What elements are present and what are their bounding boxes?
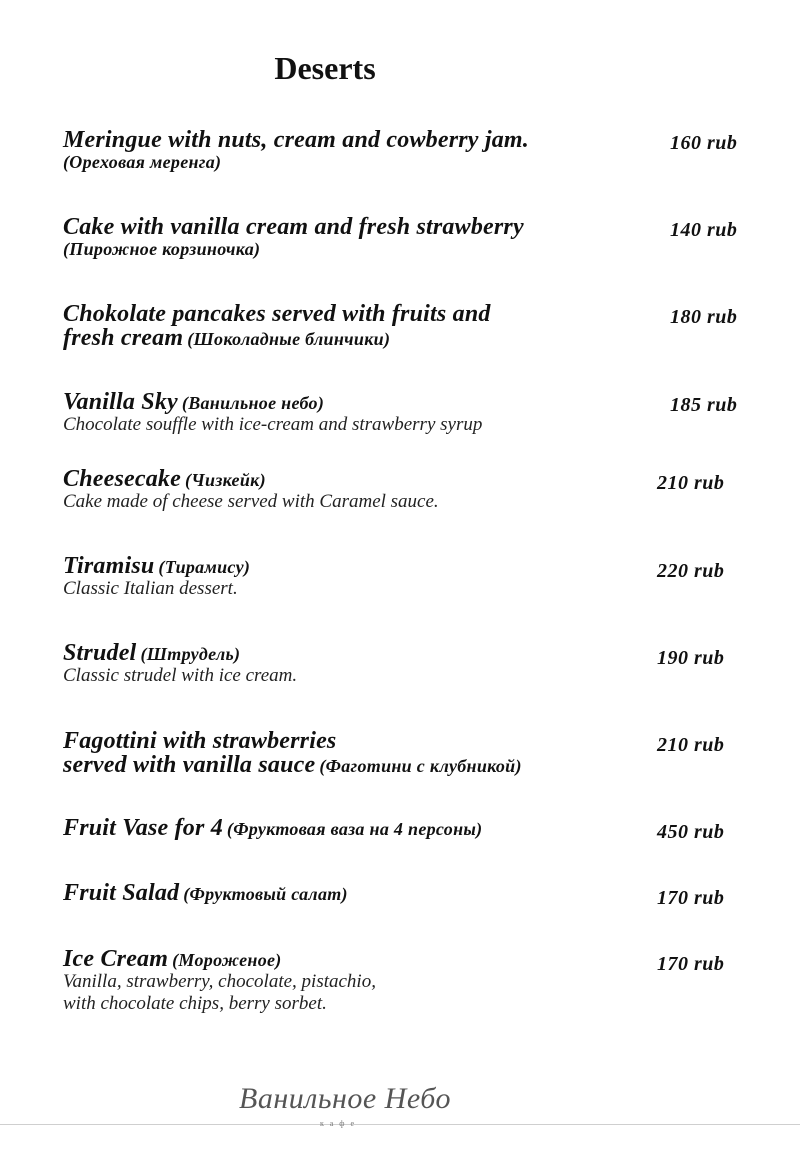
item-name-ru: (Пирожное корзиночка) [63,239,261,259]
item-price: 185 rub [670,394,738,416]
item-name-ru: (Фруктовая ваза на 4 персоны) [226,819,483,839]
item-price: 210 rub [657,734,725,756]
item-name: Fruit Salad [63,880,180,906]
item-description: Cake made of cheese served with Caramel sauce. [63,491,439,512]
menu-item [63,390,623,436]
menu-item [63,729,623,777]
item-price: 450 rub [657,821,725,843]
item-name-ru: (Фаготини с клубникой) [319,756,522,776]
item-name: Vanilla Sky [63,389,178,415]
item-name-ru: (Мороженое) [172,950,282,970]
item-description: with chocolate chips, berry sorbet. [63,993,327,1014]
menu-item [63,302,623,350]
menu-item [63,128,623,173]
menu-item [63,947,623,1015]
menu-item [63,554,623,600]
item-name: Fruit Vase for 4 [63,815,223,841]
item-price: 210 rub [657,472,725,494]
item-name: Strudel [63,640,137,666]
item-name: Chokolate pancakes served with fruits and [63,301,491,327]
item-description: Classic Italian dessert. [63,578,238,599]
item-name: Cheesecake [63,466,181,492]
item-price: 140 rub [670,219,738,241]
item-name-cont: served with vanilla sauce [63,752,316,778]
menu-item [63,641,623,687]
menu-item [63,881,623,905]
item-name: Meringue with nuts, cream and cowberry jam. [63,127,529,153]
menu-item [63,467,623,513]
menu-item [63,816,623,840]
item-description: Vanilla, strawberry, chocolate, pistachio, [63,971,376,992]
item-price: 180 rub [670,306,738,328]
item-name-ru: (Чизкейк) [184,470,266,490]
cafe-logo-subtitle: кафе [319,1119,361,1128]
item-price: 170 rub [657,887,725,909]
item-name-ru: (Штрудель) [140,644,241,664]
item-name: Ice Cream [63,946,169,972]
item-description: Classic strudel with ice cream. [63,665,298,686]
item-name-ru: (Ванильное небо) [181,393,325,413]
item-price: 160 rub [670,132,738,154]
cafe-logo: Ванильное Небо [239,1082,451,1115]
item-price: 190 rub [657,647,725,669]
item-price: 170 rub [657,953,725,975]
item-name: Cake with vanilla cream and fresh strawberry [63,214,524,240]
item-name-cont: fresh cream [63,325,184,351]
item-name: Fagottini with strawberries [63,728,337,754]
item-name-ru: (Шоколадные блинчики) [187,329,391,349]
item-name-ru: (Фруктовый салат) [183,884,348,904]
page-title: Deserts [274,50,376,86]
item-description: Chocolate souffle with ice-cream and strawberry syrup [63,414,483,435]
item-price: 220 rub [657,560,725,582]
item-name: Tiramisu [63,553,155,579]
item-name-ru: (Тирамису) [158,557,251,577]
menu-item [63,215,623,260]
item-name-ru: (Ореховая меренга) [63,152,222,172]
footer-divider [0,1124,800,1125]
